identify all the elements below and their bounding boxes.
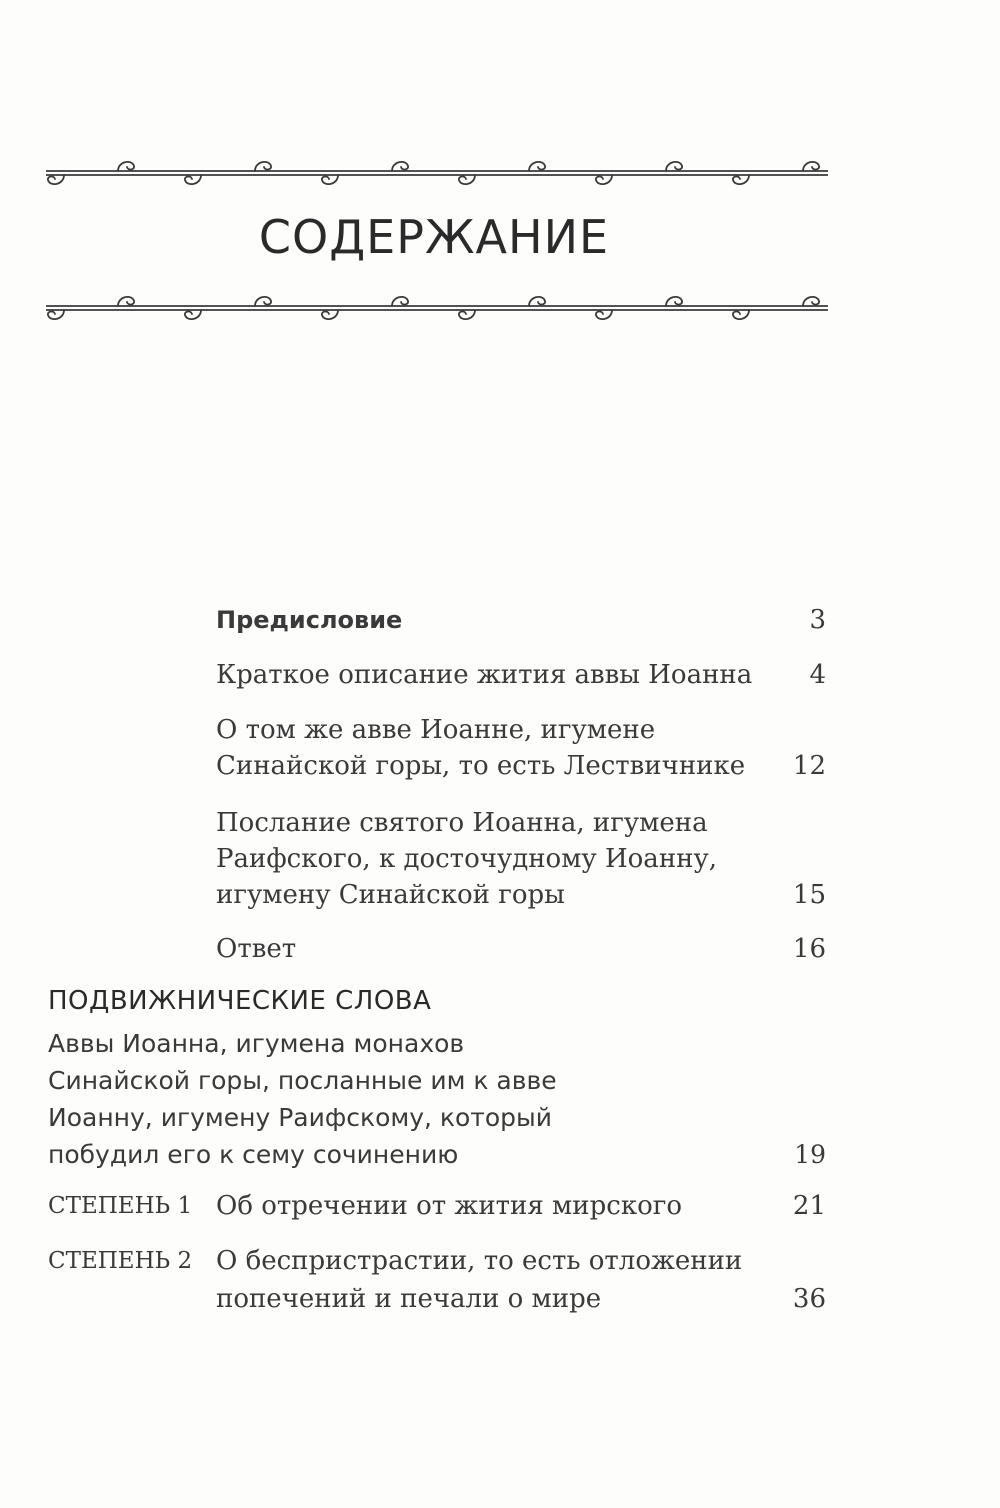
toc-page-number: 16	[792, 934, 826, 964]
wave-scroll-border-icon	[46, 155, 828, 189]
toc-page-number: 36	[792, 1284, 826, 1314]
toc-entry-title: Послание святого Иоанна, игумена Раифского, к досточудному Иоанну, игумену Синайской горы	[216, 808, 718, 910]
toc-page-number: 15	[792, 880, 826, 910]
toc-entry-title: Об отречении от жития мирского	[216, 1191, 682, 1221]
toc-entry-title: Ответ	[216, 934, 297, 964]
toc-entry-step-2[interactable]	[48, 1242, 826, 1318]
toc-page-number: 4	[809, 660, 826, 690]
toc-entry-title: Краткое описание жития аввы Иоанна	[216, 660, 753, 690]
toc-entry-answer[interactable]	[216, 931, 826, 967]
wave-scroll-border-icon	[46, 290, 828, 324]
section-title: ПОДВИЖНИЧЕСКИЕ СЛОВА	[48, 986, 432, 1016]
toc-entry-title: О том же авве Иоанне, игумене Синайской горы, то есть Лествичнике	[216, 715, 746, 781]
page-title: СОДЕРЖАНИЕ	[258, 210, 610, 264]
toc-entry-brief-life[interactable]	[216, 657, 826, 693]
toc-page-number: 21	[792, 1191, 826, 1221]
toc-page-number: 12	[792, 751, 826, 781]
top-ornament	[46, 155, 828, 189]
toc-entry-title: О беспристрастии, то есть отложении попечений и печали о мире	[216, 1246, 743, 1314]
bottom-ornament	[46, 290, 828, 324]
toc-entry-about-abba-john[interactable]	[216, 712, 826, 784]
toc-entry-title: Предисловие	[216, 606, 403, 634]
toc-entry-section-intro[interactable]	[48, 1025, 826, 1173]
step-label: СТЕПЕНЬ 1	[48, 1193, 193, 1219]
section-description: Аввы Иоанна, игумена монахов Синайской горы, посланные им к авве Иоанну, игумену Раифскому, который побудил его к сему сочинению	[48, 1029, 557, 1169]
toc-entry-preface[interactable]	[216, 602, 826, 638]
toc-entry-epistle[interactable]	[216, 805, 826, 913]
toc-entry-step-1[interactable]	[48, 1187, 826, 1225]
toc-page-number: 3	[809, 605, 826, 635]
step-label: СТЕПЕНЬ 2	[48, 1248, 193, 1274]
toc-page-number: 19	[794, 1140, 826, 1169]
